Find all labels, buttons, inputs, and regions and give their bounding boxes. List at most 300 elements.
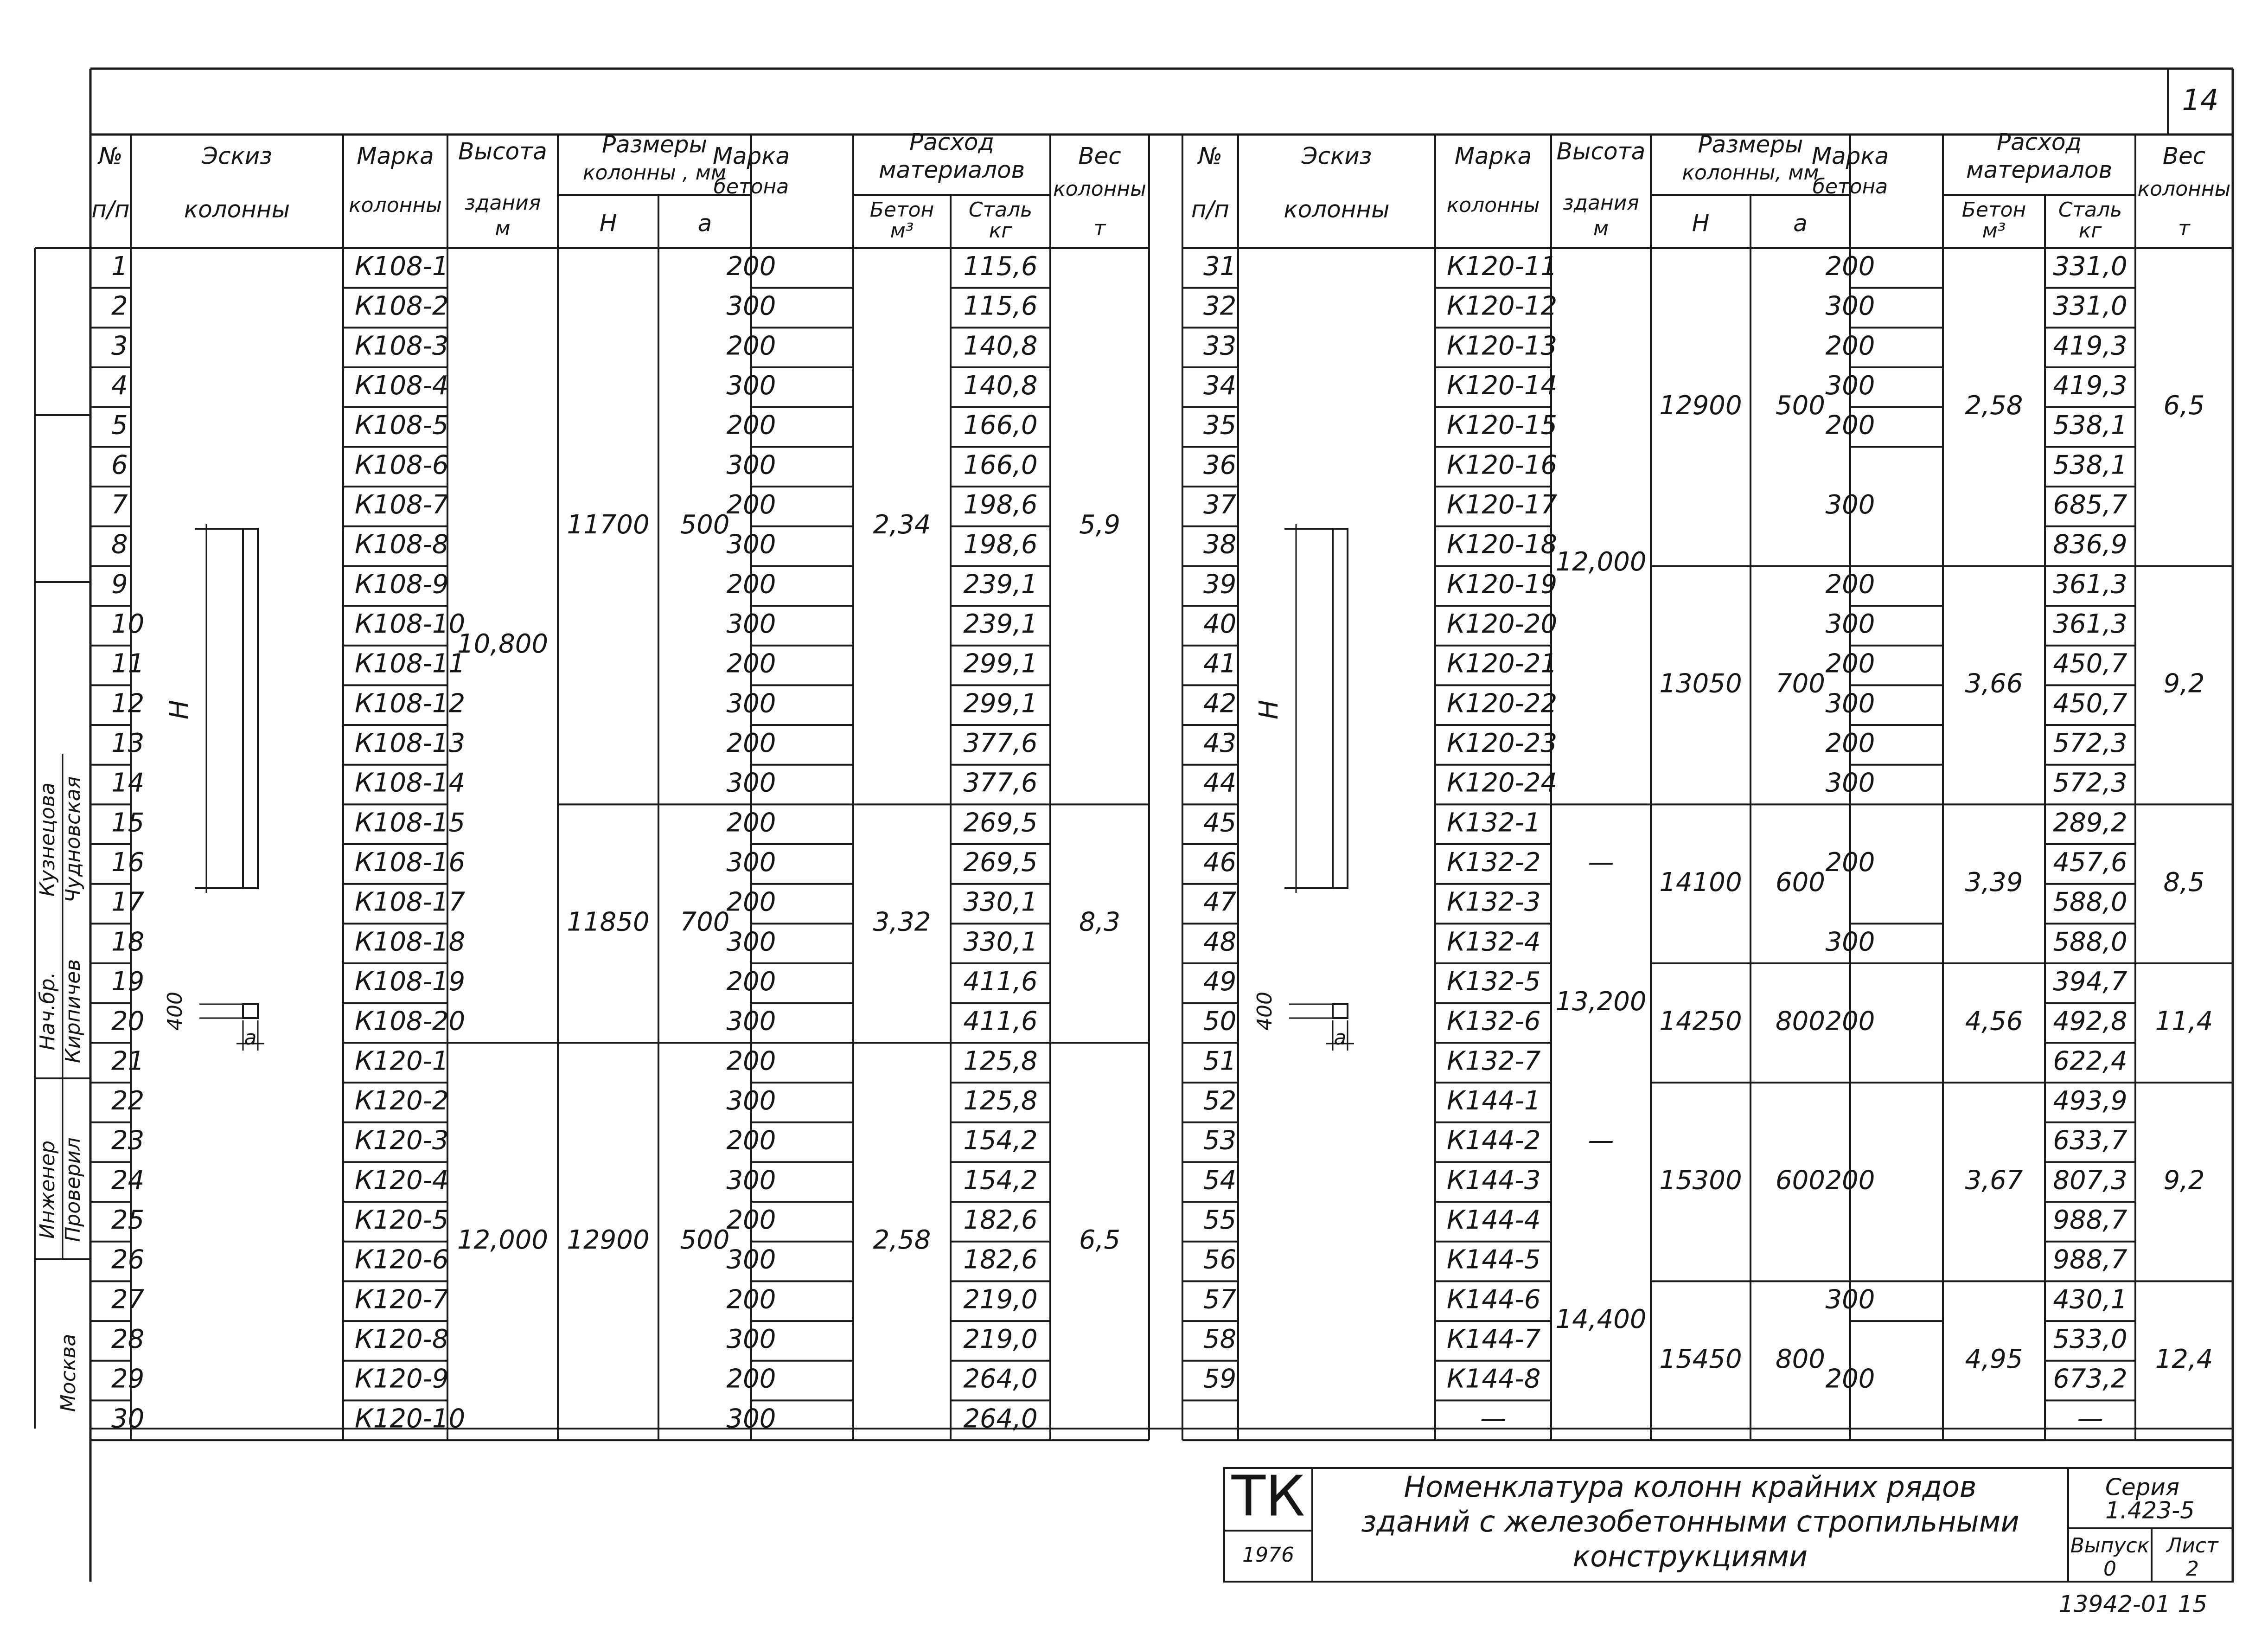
right-height-value: —	[1588, 1125, 1614, 1156]
right-row-steel: 492,8	[2053, 1006, 2127, 1037]
left-row-grade: 200	[726, 331, 776, 361]
left-row-steel: 154,2	[963, 1125, 1038, 1156]
left-row-mark: К120-4	[355, 1165, 449, 1196]
left-group-weight: 8,3	[1079, 907, 1121, 937]
left-header-weight: Вес	[1078, 142, 1121, 170]
right-row-num: 34	[1203, 370, 1237, 401]
right-group-weight: 11,4	[2155, 1006, 2213, 1037]
right-row-grade: 200	[1825, 569, 1875, 600]
title-block-year: 1976	[1242, 1543, 1294, 1567]
right-group-H: 15450	[1659, 1344, 1742, 1374]
left-row-num: 17	[111, 887, 145, 917]
right-row-steel: —	[2077, 1404, 2103, 1434]
right-row-grade: 200	[1825, 728, 1875, 759]
right-group-a: 700	[1776, 668, 1825, 699]
right-row-num: 48	[1203, 927, 1237, 957]
left-header-steel: Сталь	[968, 198, 1033, 222]
right-row-mark: К144-6	[1447, 1284, 1541, 1315]
left-row-grade: 200	[726, 1364, 776, 1394]
left-row-mark: К120-3	[355, 1125, 449, 1156]
right-row-mark: К120-12	[1447, 291, 1558, 321]
right-row-grade: 200	[1825, 410, 1875, 441]
left-row-mark: К120-5	[355, 1205, 449, 1236]
right-header-steel-unit: кг	[2078, 219, 2102, 243]
right-row-num: 32	[1203, 291, 1237, 321]
stamp-name-1: Кузнецова	[36, 782, 59, 897]
right-row-num: 44	[1203, 768, 1237, 798]
right-header-dims: Размеры	[1698, 131, 1803, 158]
left-row-grade: 300	[726, 370, 776, 401]
left-header-usage-sub: материалов	[878, 156, 1025, 184]
right-row-num: 46	[1203, 847, 1237, 878]
right-group-a: 800	[1776, 1344, 1825, 1374]
right-header-H: H	[1692, 210, 1710, 237]
right-row-mark: К120-16	[1447, 450, 1558, 481]
title-block-series-label: Серия	[2105, 1474, 2179, 1501]
right-row-num: 33	[1203, 331, 1237, 361]
right-row-steel: 538,1	[2053, 410, 2127, 441]
left-row-steel: 299,1	[963, 648, 1038, 679]
left-header-weight-unit: т	[1093, 217, 1106, 240]
left-row-num: 7	[111, 489, 128, 520]
left-row-steel: 330,1	[963, 887, 1038, 917]
right-row-num: 47	[1203, 887, 1237, 917]
left-row-mark: К108-10	[355, 609, 466, 640]
left-row-grade: 300	[726, 927, 776, 957]
right-row-steel: 493,9	[2053, 1086, 2127, 1116]
right-group-beton: 3,67	[1965, 1165, 2023, 1196]
right-group-beton: 2,58	[1965, 390, 2023, 421]
right-row-num: 37	[1203, 489, 1237, 520]
left-row-num: 29	[111, 1364, 145, 1394]
right-row-steel: 588,0	[2053, 927, 2127, 957]
right-row-mark: К132-2	[1447, 847, 1541, 878]
right-row-num: 31	[1203, 251, 1237, 282]
left-row-mark: К120-8	[355, 1324, 449, 1355]
right-row-num: 42	[1203, 688, 1237, 719]
left-header-num: №	[98, 142, 123, 170]
right-header-dims-sub: колонны, мм	[1682, 161, 1819, 185]
right-row-mark: К120-15	[1447, 410, 1558, 441]
left-row-grade: 200	[726, 887, 776, 917]
right-group-weight: 12,4	[2155, 1344, 2213, 1374]
right-row-mark: К132-4	[1447, 927, 1541, 957]
right-header-beton: Бетон	[1961, 198, 2026, 222]
right-row-steel: 430,1	[2053, 1284, 2127, 1315]
left-header-sketch: Эскиз	[202, 142, 272, 170]
left-row-num: 21	[111, 1046, 145, 1077]
right-row-steel: 331,0	[2053, 291, 2127, 321]
left-row-num: 13	[111, 728, 145, 759]
left-row-num: 22	[111, 1086, 145, 1116]
right-header-mark-sub: колонны	[1446, 193, 1540, 217]
right-group-H: 15300	[1659, 1165, 1742, 1196]
left-height-value: 10,800	[457, 628, 548, 659]
left-row-mark: К108-20	[355, 1006, 466, 1037]
left-row-steel: 115,6	[963, 251, 1038, 282]
right-row-mark: К120-17	[1447, 489, 1558, 520]
left-row-mark: К108-15	[355, 808, 466, 838]
right-group-beton: 4,95	[1965, 1344, 2023, 1374]
right-row-mark: К120-14	[1447, 370, 1558, 401]
left-row-steel: 125,8	[963, 1086, 1038, 1116]
left-height-value: 12,000	[457, 1224, 548, 1255]
left-row-steel: 182,6	[963, 1244, 1038, 1275]
right-row-grade: 200	[1825, 331, 1875, 361]
right-height-value: 14,400	[1555, 1304, 1647, 1335]
left-header-a: а	[697, 210, 712, 237]
left-row-grade: 200	[726, 808, 776, 838]
left-row-mark: К108-4	[355, 370, 449, 401]
right-row-steel: 289,2	[2053, 808, 2127, 838]
left-column-sketch	[243, 529, 258, 888]
left-group-weight: 6,5	[1079, 1224, 1121, 1255]
right-row-grade: 300	[1825, 609, 1875, 640]
left-row-steel: 182,6	[963, 1205, 1038, 1236]
right-header-usage-sub: материалов	[1966, 156, 2113, 184]
right-row-num: 35	[1203, 410, 1237, 441]
right-row-mark: К120-19	[1447, 569, 1558, 600]
left-row-steel: 115,6	[963, 291, 1038, 321]
title-block-issue-value: 0	[2103, 1557, 2116, 1581]
right-header-height-sub: здания	[1563, 191, 1639, 215]
right-group-beton: 3,39	[1965, 867, 2023, 897]
left-group-H: 12900	[567, 1224, 650, 1255]
right-row-steel: 673,2	[2053, 1364, 2127, 1394]
left-column-section-sketch	[243, 1004, 258, 1018]
right-row-mark: —	[1480, 1404, 1506, 1434]
left-row-num: 11	[111, 648, 145, 679]
left-row-mark: К108-12	[355, 688, 466, 719]
left-row-mark: К108-18	[355, 927, 466, 957]
right-row-grade: 300	[1825, 291, 1875, 321]
left-row-num: 19	[111, 967, 145, 997]
right-row-mark: К120-23	[1447, 728, 1558, 759]
right-header-mark: Марка	[1454, 142, 1532, 170]
right-row-num: 58	[1203, 1324, 1237, 1355]
right-row-mark: К120-22	[1447, 688, 1558, 719]
title-block-logo: ТК	[1231, 1464, 1305, 1529]
left-row-steel: 239,1	[963, 569, 1038, 600]
left-row-num: 28	[111, 1324, 145, 1355]
right-height-value: 12,000	[1555, 546, 1647, 577]
right-row-num: 36	[1203, 450, 1237, 481]
left-header-concrete: Марка	[712, 142, 790, 170]
right-row-mark: К120-24	[1447, 768, 1558, 798]
left-row-grade: 300	[726, 1324, 776, 1355]
right-row-grade: 200	[1825, 648, 1875, 679]
right-header-concrete: Марка	[1811, 142, 1889, 170]
left-row-num: 26	[111, 1244, 145, 1275]
right-row-mark: К144-7	[1447, 1324, 1541, 1355]
right-row-steel: 685,7	[2053, 489, 2127, 520]
left-row-num: 1	[111, 251, 128, 282]
right-row-steel: 572,3	[2053, 728, 2127, 759]
left-header-height-unit: м	[495, 217, 511, 240]
right-row-mark: К144-3	[1447, 1165, 1541, 1196]
right-sketch-H-label: H	[1254, 699, 1284, 720]
right-row-mark: К144-5	[1447, 1244, 1541, 1275]
left-row-steel: 411,6	[963, 967, 1038, 997]
right-section-a-label: а	[1334, 1026, 1347, 1050]
left-header-beton: Бетон	[869, 198, 934, 222]
left-row-num: 2	[111, 291, 128, 321]
left-row-grade: 200	[726, 1125, 776, 1156]
left-header-sketch-sub: колонны	[184, 196, 290, 223]
left-row-mark: К120-2	[355, 1086, 449, 1116]
left-row-grade: 300	[726, 1006, 776, 1037]
left-row-grade: 300	[726, 450, 776, 481]
right-group-H: 12900	[1659, 390, 1742, 421]
left-group-a: 700	[680, 907, 730, 937]
left-row-grade: 300	[726, 609, 776, 640]
right-row-mark: К144-2	[1447, 1125, 1541, 1156]
right-row-steel: 419,3	[2053, 370, 2127, 401]
left-row-mark: К108-2	[355, 291, 449, 321]
right-row-num: 57	[1203, 1284, 1237, 1315]
right-row-mark: К132-3	[1447, 887, 1541, 917]
right-row-num: 56	[1203, 1244, 1237, 1275]
right-row-steel: 988,7	[2053, 1205, 2127, 1236]
left-row-grade: 300	[726, 529, 776, 560]
right-group-weight: 8,5	[2163, 867, 2205, 897]
left-header-concrete-sub: бетона	[713, 175, 789, 199]
left-row-mark: К108-14	[355, 768, 466, 798]
left-row-mark: К108-7	[355, 489, 449, 520]
left-row-grade: 200	[726, 489, 776, 520]
right-row-steel: 533,0	[2053, 1324, 2127, 1355]
left-row-mark: К108-3	[355, 331, 449, 361]
left-row-steel: 166,0	[963, 410, 1038, 441]
right-row-num: 38	[1203, 529, 1237, 560]
left-row-steel: 299,1	[963, 688, 1038, 719]
right-group-weight: 6,5	[2163, 390, 2205, 421]
right-row-num: 41	[1203, 648, 1237, 679]
right-column-sketch	[1333, 529, 1348, 888]
doc-number: 13942-01 15	[2058, 1590, 2208, 1618]
left-row-num: 5	[111, 410, 128, 441]
left-row-num: 25	[111, 1205, 145, 1236]
right-row-num: 59	[1203, 1364, 1237, 1394]
left-row-num: 4	[111, 370, 128, 401]
page-number: 14	[2182, 83, 2219, 117]
left-row-steel: 377,6	[963, 728, 1038, 759]
left-row-mark: К120-10	[355, 1404, 466, 1434]
right-header-height: Высота	[1556, 138, 1646, 165]
right-header-weight-unit: т	[2178, 217, 2190, 240]
left-row-num: 6	[111, 450, 128, 481]
right-row-steel: 450,7	[2053, 688, 2127, 719]
right-row-steel: 572,3	[2053, 768, 2127, 798]
left-sketch-H-label: H	[164, 699, 195, 720]
right-group-H: 13050	[1659, 668, 1742, 699]
left-row-grade: 300	[726, 1165, 776, 1196]
left-row-steel: 264,0	[963, 1364, 1038, 1394]
left-row-mark: К108-17	[355, 887, 466, 917]
right-row-grade: 200	[1825, 1165, 1875, 1196]
right-group-weight: 9,2	[2163, 1165, 2205, 1196]
right-row-steel: 836,9	[2053, 529, 2127, 560]
left-group-H: 11700	[567, 509, 650, 540]
left-row-mark: К108-1	[355, 251, 449, 282]
right-row-mark: К132-5	[1447, 967, 1541, 997]
right-group-a: 600	[1776, 1165, 1825, 1196]
left-row-steel: 330,1	[963, 927, 1038, 957]
left-group-a: 500	[680, 1224, 730, 1255]
left-header-weight-sub: колонны	[1053, 177, 1146, 201]
left-row-steel: 154,2	[963, 1165, 1038, 1196]
left-section-a-label: а	[244, 1026, 257, 1050]
left-header-num-sub: п/п	[91, 196, 130, 223]
left-row-grade: 300	[726, 291, 776, 321]
left-section-dim-label: 400	[163, 992, 187, 1031]
left-row-steel: 198,6	[963, 529, 1038, 560]
right-row-mark: К132-6	[1447, 1006, 1541, 1037]
stamp-name-2: Чудновская	[61, 776, 85, 903]
left-row-steel: 219,0	[963, 1284, 1038, 1315]
stamp-role-head: Нач.бр.	[36, 972, 59, 1051]
left-row-steel: 411,6	[963, 1006, 1038, 1037]
left-row-grade: 300	[726, 1404, 776, 1434]
left-row-steel: 125,8	[963, 1046, 1038, 1077]
right-row-mark: К132-1	[1447, 808, 1541, 838]
stamp-role-engineer: Инженер	[36, 1140, 59, 1239]
right-row-num: 49	[1203, 967, 1237, 997]
left-row-grade: 300	[726, 688, 776, 719]
right-row-steel: 588,0	[2053, 887, 2127, 917]
right-group-H: 14250	[1659, 1006, 1742, 1037]
left-row-grade: 200	[726, 251, 776, 282]
right-height-value: 13,200	[1555, 986, 1647, 1017]
right-row-steel: 394,7	[2053, 967, 2127, 997]
right-row-steel: 419,3	[2053, 331, 2127, 361]
right-row-grade: 200	[1825, 251, 1875, 282]
left-row-num: 16	[111, 847, 145, 878]
title-block-issue-label: Выпуск	[2070, 1534, 2150, 1557]
left-row-num: 18	[111, 927, 145, 957]
left-header-steel-unit: кг	[989, 219, 1012, 243]
left-header-mark: Марка	[357, 142, 434, 170]
right-row-num: 54	[1203, 1165, 1237, 1196]
left-row-mark: К108-16	[355, 847, 466, 878]
right-row-mark: К144-8	[1447, 1364, 1541, 1394]
left-row-num: 27	[111, 1284, 145, 1315]
left-header-H: H	[599, 210, 617, 237]
right-header-steel: Сталь	[2058, 198, 2122, 222]
left-row-num: 20	[111, 1006, 145, 1037]
left-row-steel: 269,5	[963, 808, 1038, 838]
right-row-mark: К120-21	[1447, 648, 1558, 679]
left-row-mark: К108-19	[355, 967, 466, 997]
right-row-num: 40	[1203, 609, 1237, 640]
left-row-steel: 377,6	[963, 768, 1038, 798]
left-row-steel: 219,0	[963, 1324, 1038, 1355]
title-block-title-3: конструкциями	[1572, 1539, 1808, 1574]
right-header-sketch: Эскиз	[1301, 142, 1372, 170]
right-row-mark: К120-18	[1447, 529, 1558, 560]
left-row-grade: 200	[726, 1205, 776, 1236]
left-row-grade: 300	[726, 1244, 776, 1275]
right-group-a: 800	[1776, 1006, 1825, 1037]
right-header-num-sub: п/п	[1191, 196, 1230, 223]
left-row-grade: 200	[726, 569, 776, 600]
left-group-beton: 3,32	[873, 907, 931, 937]
right-row-mark: К120-13	[1447, 331, 1558, 361]
left-row-steel: 198,6	[963, 489, 1038, 520]
stamp-role-checked: Проверил	[61, 1137, 85, 1242]
right-row-num: 43	[1203, 728, 1237, 759]
left-row-mark: К108-9	[355, 569, 449, 600]
title-block-title-1: Номенклатура колонн крайних рядов	[1404, 1470, 1977, 1504]
left-row-num: 14	[111, 768, 145, 798]
right-header-height-unit: м	[1593, 217, 1609, 240]
right-row-mark: К144-4	[1447, 1205, 1541, 1236]
right-row-steel: 361,3	[2053, 609, 2127, 640]
left-row-mark: К120-7	[355, 1284, 449, 1315]
right-header-beton-unit: м³	[1982, 219, 2006, 243]
right-row-grade: 300	[1825, 768, 1875, 798]
right-group-beton: 3,66	[1965, 668, 2023, 699]
right-row-steel: 538,1	[2053, 450, 2127, 481]
left-row-mark: К108-5	[355, 410, 449, 441]
left-row-grade: 200	[726, 1284, 776, 1315]
left-row-mark: К108-6	[355, 450, 449, 481]
left-row-grade: 300	[726, 768, 776, 798]
title-block-sheet-value: 2	[2186, 1557, 2199, 1581]
left-header-height-sub: здания	[464, 191, 541, 215]
left-row-num: 24	[111, 1165, 145, 1196]
left-row-steel: 239,1	[963, 609, 1038, 640]
right-height-value: —	[1588, 847, 1614, 878]
stamp-name-3: Кирпичев	[61, 959, 85, 1064]
right-header-usage: Расход	[1996, 128, 2082, 156]
title-block-series-value: 1.423-5	[2105, 1497, 2195, 1524]
right-row-mark: К120-11	[1447, 251, 1558, 282]
right-row-mark: К144-1	[1447, 1086, 1541, 1116]
right-row-num: 50	[1203, 1006, 1237, 1037]
left-row-steel: 264,0	[963, 1404, 1038, 1434]
left-row-grade: 200	[726, 410, 776, 441]
right-row-grade: 300	[1825, 688, 1875, 719]
right-row-grade: 200	[1825, 847, 1875, 878]
left-header-dims: Размеры	[601, 131, 708, 158]
title-block-title-2: зданий с железобетонными стропильными	[1361, 1505, 2019, 1539]
right-header-sketch-sub: колонны	[1284, 196, 1390, 223]
right-row-steel: 450,7	[2053, 648, 2127, 679]
right-group-beton: 4,56	[1965, 1006, 2023, 1037]
right-row-steel: 988,7	[2053, 1244, 2127, 1275]
left-header-dims-sub: колонны , мм	[582, 161, 727, 185]
left-row-grade: 300	[726, 847, 776, 878]
right-row-steel: 622,4	[2053, 1046, 2127, 1077]
right-group-H: 14100	[1659, 867, 1742, 897]
right-column-section-sketch	[1333, 1004, 1348, 1018]
left-row-grade: 200	[726, 967, 776, 997]
left-row-mark: К120-9	[355, 1364, 449, 1394]
left-header-mark-sub: колонны	[349, 193, 442, 217]
right-row-num: 55	[1203, 1205, 1237, 1236]
left-row-num: 23	[111, 1125, 145, 1156]
right-row-grade: 200	[1825, 1006, 1875, 1037]
right-row-grade: 300	[1825, 927, 1875, 957]
left-row-num: 30	[111, 1404, 145, 1434]
right-row-steel: 807,3	[2053, 1165, 2127, 1196]
left-row-grade: 300	[726, 1086, 776, 1116]
right-row-num: 39	[1203, 569, 1237, 600]
left-header-usage: Расход	[909, 128, 995, 156]
left-row-num: 15	[111, 808, 145, 838]
right-row-num: 51	[1203, 1046, 1237, 1077]
